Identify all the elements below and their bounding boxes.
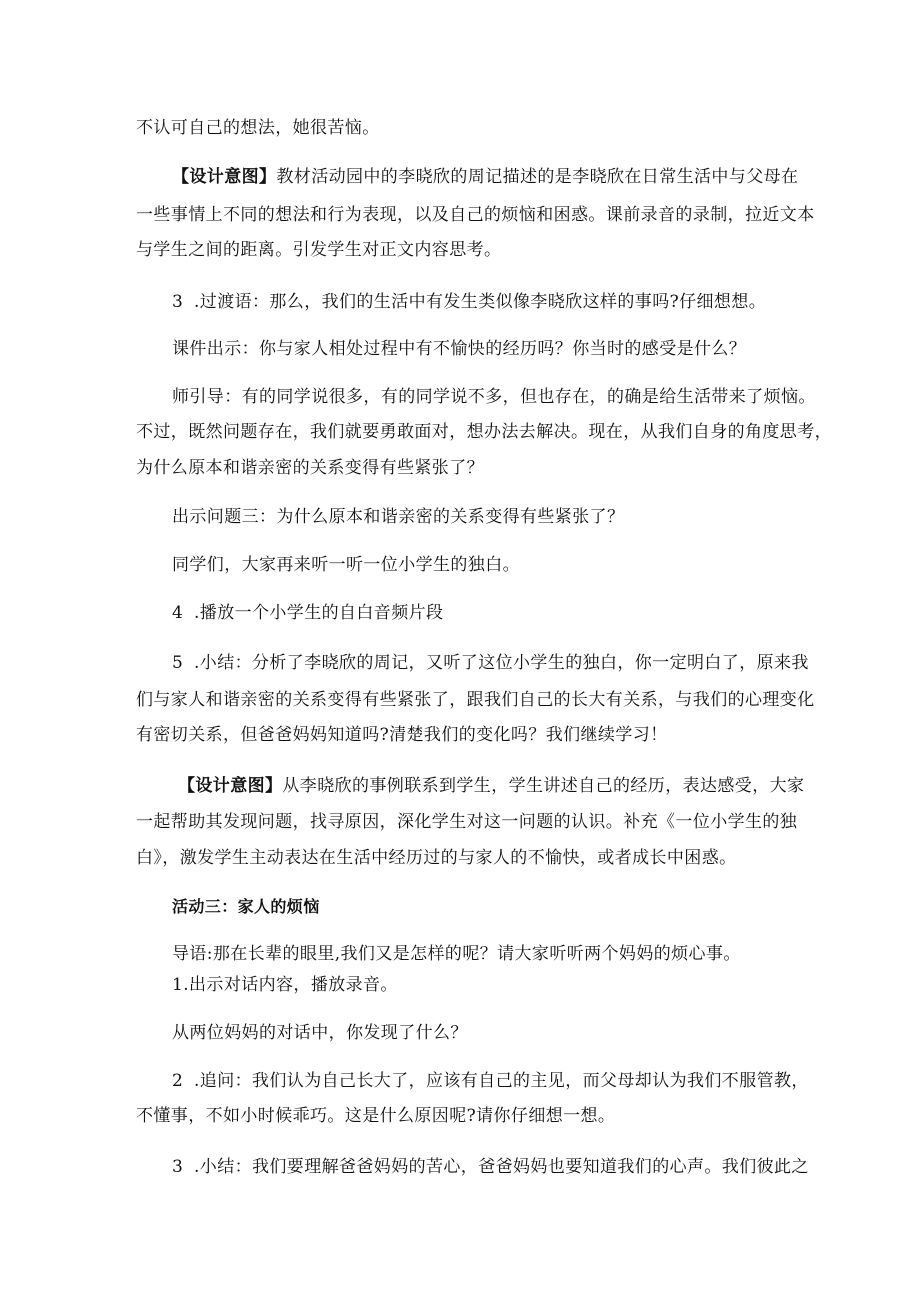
text-line: 从两位妈妈的对话中，你发现了什么？ xyxy=(172,1023,468,1043)
text-line: 1.出示对话内容，播放录音。 xyxy=(172,975,398,995)
design-intent-text: 从李晓欣的事例联系到学生，学生讲述自己的经历，表达感受，大家 xyxy=(282,776,805,796)
text-line: 白》，激发学生主动表达在生活中经历过的与家人的不愉快，或者成长中困惑。 xyxy=(136,848,737,868)
item-text: .小结：分析了李晓欣的周记，又听了这位小学生的独白，你一定明白了，原来我 xyxy=(194,653,809,673)
text-line: 一些事情上不同的想法和行为表现，以及自己的烦恼和困惑。课前录音的录制，拉近文本 xyxy=(136,205,815,225)
text-line: 不懂事，不如小时候乖巧。这是什么原因呢?请你仔细想一想。 xyxy=(136,1106,616,1126)
text-line: 同学们，大家再来听一听一位小学生的独白。 xyxy=(172,555,520,575)
text-line: 不过，既然问题存在，我们就要勇敢面对，想办法去解决。现在，从我们自身的角度思考， xyxy=(136,422,832,442)
design-intent-tag: 【设计意图】 xyxy=(172,167,277,187)
numbered-item xyxy=(172,601,796,625)
text-line: 不认可自己的想法，她很苦恼。 xyxy=(136,118,380,138)
design-intent-tag: 【设计意图】 xyxy=(178,776,283,796)
text-line: 们与家人和谐亲密的关系变得有些紧张了，跟我们自己的长大有关系，与我们的心理变化 xyxy=(136,690,815,710)
item-text: .过渡语：那么，我们的生活中有发生类似像李晓欣这样的事吗?仔细想想。 xyxy=(194,292,767,312)
text-line: 师引导：有的同学说很多，有的同学说不多，但也存在，的确是给生活带来了烦恼。 xyxy=(172,387,816,407)
item-text: .小结：我们要理解爸爸妈妈的苦心，爸爸妈妈也要知道我们的心声。我们彼此之 xyxy=(194,1157,809,1177)
numbered-item xyxy=(172,1155,809,1179)
text-line: 导语:那在长辈的眼里,我们又是怎样的呢？请大家听听两个妈妈的烦心事。 xyxy=(172,944,741,964)
text-line: 与学生之间的距离。引发学生对正文内容思考。 xyxy=(136,240,502,260)
item-number: 2 xyxy=(172,1071,184,1091)
numbered-item xyxy=(172,1069,809,1093)
item-number: 3 xyxy=(172,1157,184,1177)
design-intent-text: 教材活动园中的李晓欣的周记描述的是李晓欣在日常生活中与父母在 xyxy=(276,167,799,187)
item-number: 5 xyxy=(172,653,184,673)
numbered-item xyxy=(172,290,796,314)
text-line: 一起帮助其发现问题，找寻原因，深化学生对这一问题的认识。补充《一位小学生的独 xyxy=(136,812,798,832)
design-intent-paragraph xyxy=(178,774,805,798)
design-intent-paragraph xyxy=(172,165,799,189)
section-heading: 活动三：家人的烦恼 xyxy=(172,897,320,916)
item-number: 3 xyxy=(172,292,184,312)
text-line: 课件出示：你与家人相处过程中有不愉快的经历吗？你当时的感受是什么？ xyxy=(172,339,747,359)
text-line: 出示问题三：为什么原本和谐亲密的关系变得有些紧张了？ xyxy=(172,507,625,527)
text-line: 有密切关系，但爸爸妈妈知道吗?清楚我们的变化吗？我们继续学习！ xyxy=(136,725,668,745)
text-line: 为什么原本和谐亲密的关系变得有些紧张了？ xyxy=(136,458,484,478)
item-text: .播放一个小学生的自白音频片段 xyxy=(194,603,444,623)
numbered-item xyxy=(172,651,809,675)
item-number: 4 xyxy=(172,603,184,623)
item-text: .追问：我们认为自己长大了，应该有自己的主见，而父母却认为我们不服管教， xyxy=(194,1071,809,1091)
